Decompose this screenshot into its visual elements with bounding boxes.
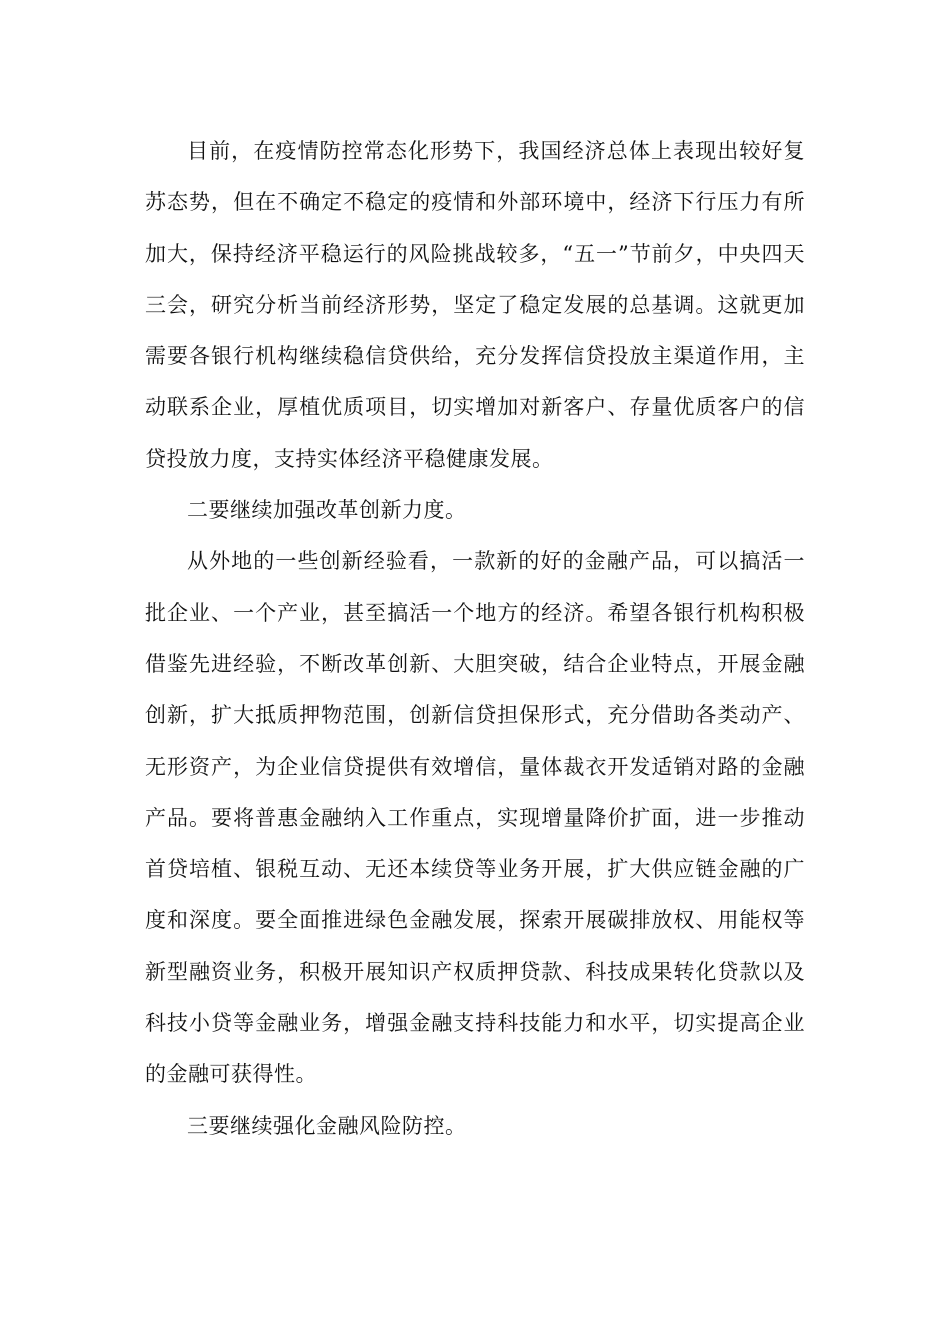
paragraph-financial-innovation: 从外地的一些创新经验看，一款新的好的金融产品，可以搞活一批企业、一个产业，甚至搞活一个地方的经济。希望各银行机构积极借鉴先进经验，不断改革创新、大胆突破，结合企业特点，开展金融创新，扩大抵质押物范围，创新信贷担保形式，充分借助各类动产、无形资产，为企业信贷提供有效增信，量体裁衣开发适销对路的金融产品。要将普惠金融纳入工作重点，实现增量降价扩面，进一步推动首贷培植、银税互动、无还本续贷等业务开展，扩大供应链金融的广度和深度。要全面推进绿色金融发展，探索开展碳排放权、用能权等新型融资业务，积极开展知识产权质押贷款、科技成果转化贷款以及科技小贷等金融业务，增强金融支持科技能力和水平，切实提高企业的金融可获得性。 xyxy=(145,549,805,1087)
heading-reform-innovation: 二要继续加强改革创新力度。 xyxy=(187,498,467,523)
document-body xyxy=(145,126,805,1152)
heading-risk-control: 三要继续强化金融风险防控。 xyxy=(187,1113,467,1138)
paragraph-economic-recovery: 目前，在疫情防控常态化形势下，我国经济总体上表现出较好复苏态势，但在不确定不稳定的疫情和外部环境中，经济下行压力有所加大，保持经济平稳运行的风险挑战较多，“五一”节前夕，中央四天三会，研究分析当前经济形势，坚定了稳定发展的总基调。这就更加需要各银行机构继续稳信贷供给，充分发挥信贷投放主渠道作用，主动联系企业，厚植优质项目，切实增加对新客户、存量优质客户的信贷投放力度，支持实体经济平稳健康发展。 xyxy=(145,139,805,471)
